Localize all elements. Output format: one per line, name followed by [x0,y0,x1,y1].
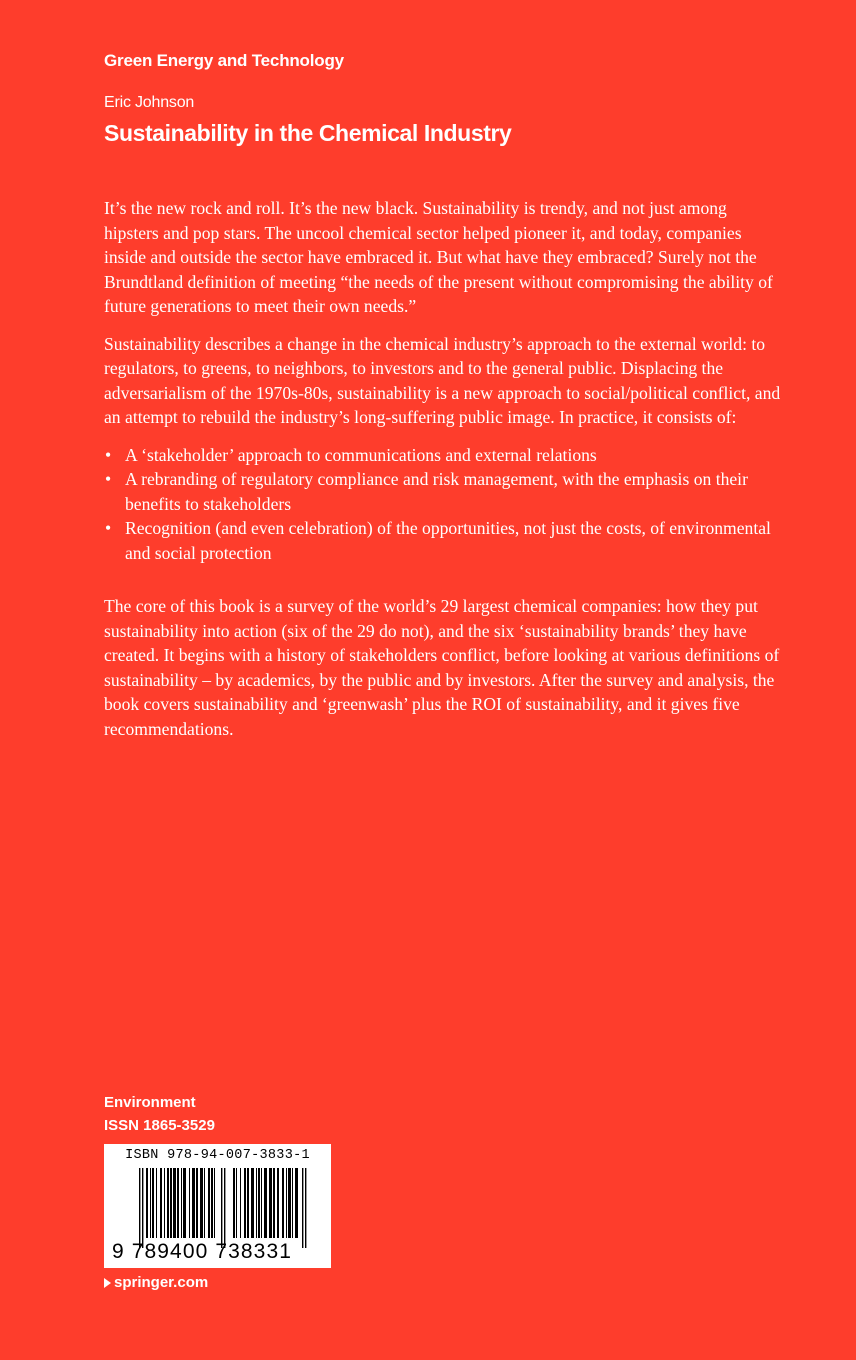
barcode-bar [192,1168,195,1238]
barcode-bar [177,1168,179,1238]
barcode-bar [240,1168,241,1238]
series-title: Green Energy and Technology [104,51,344,70]
barcode-bar [152,1168,154,1238]
barcode-bar [295,1168,298,1238]
barcode-bar [146,1168,148,1238]
barcode-guard-bar [142,1168,143,1248]
barcode-guard-bar [305,1168,306,1248]
barcode-guard-bar [224,1168,225,1248]
barcode-bar [269,1168,272,1238]
bullet-icon: • [105,469,112,489]
isbn-label: ISBN 978-94-007-3833-1 [125,1148,310,1163]
barcode-bar [264,1168,267,1238]
barcode-bar [261,1168,262,1238]
barcode-bar [247,1168,249,1238]
barcode-bar [181,1168,182,1238]
barcode-bar [273,1168,275,1238]
triangle-right-icon [104,1278,111,1288]
barcode-guard-bar [221,1168,222,1248]
barcode-bar [200,1168,203,1238]
list-item-text: Recognition (and even celebration) of the opportunities, not just the costs, of environmental and social protection [125,518,771,563]
barcode-bar [282,1168,284,1238]
bullet-icon: • [105,444,112,465]
barcode-bar [258,1168,260,1238]
barcode-bar [189,1168,190,1238]
barcode-bar [256,1168,257,1238]
list-item [104,467,784,516]
issn-number: ISSN 1865-3529 [104,1117,215,1134]
blurb-paragraph-2: Sustainability describes a change in the chemical industry’s approach to the external world: to regulators, to greens, to neighbors, to investors and to the general public. Displacing the adversarialism of the 1970s-80s, sustainability is a new approach to social/political conflict, and an attempt to rebuild the industry’s long-suffering public image. In practice, it consists of: [104,333,781,427]
barcode-bar [286,1168,287,1238]
barcode-bar [208,1168,210,1238]
barcode-bar [150,1168,151,1238]
bullet-list [104,443,784,566]
barcode-bar [173,1168,176,1238]
list-item-text: A rebranding of regulatory compliance and risk management, with the emphasis on their benefits to stakeholders [125,469,748,514]
barcode-bar [164,1168,165,1238]
barcode-bar [251,1168,254,1238]
barcode-bar [292,1168,293,1238]
barcode-bar [183,1168,186,1238]
list-item [104,443,784,468]
barcode-bar [214,1168,215,1238]
barcode-bar [288,1168,291,1238]
barcode-bar [277,1168,279,1238]
list-item-text: A ‘stakeholder’ approach to communications and external relations [125,444,597,465]
barcode-guard-bar [302,1168,303,1248]
publisher-link[interactable] [104,1274,208,1291]
book-title: Sustainability in the Chemical Industry [104,120,512,146]
barcode-number: 9 789400 738331 [112,1240,292,1263]
barcode-bar [167,1168,169,1238]
barcode-bar [156,1168,157,1238]
barcode-bar [170,1168,172,1238]
barcode-bar [244,1168,246,1238]
publisher-link-text[interactable]: springer.com [114,1274,209,1291]
barcode-box [104,1144,331,1268]
list-item [104,516,784,565]
blurb-paragraph-3: The core of this book is a survey of the world’s 29 largest chemical companies: how they put sustainability into action (six of the 29 do not), and the six ‘sustainability brands’ they have created. It begins with a history of stakeholders conflict, before looking at various definitions of sustainability – by academics, by the public and by investors. After the survey and analysis, the book covers sustainability and ‘greenwash’ plus the ROI of sustainability, and it gives five recommendations. [104,596,780,739]
barcode-guard-bar [139,1168,140,1248]
barcode-bar [196,1168,198,1238]
barcode-bar [233,1168,235,1238]
blurb [104,196,784,754]
barcode-bar [160,1168,162,1238]
barcode-bar [211,1168,213,1238]
author-name: Eric Johnson [104,94,195,111]
blurb-paragraph-1: It’s the new rock and roll. It’s the new black. Sustainability is trendy, and not just among hipsters and pop stars. The uncool chemical sector helped pioneer it, and today, companies inside and outside the sector have embraced it. But what have they embraced? Surely not the Brundtland definition of meeting “the needs of the present without compromising the ability of future generations to meet their own needs.” [104,198,773,316]
subject-category: Environment [104,1094,196,1111]
barcode-bar [204,1168,205,1238]
bullet-icon: • [105,518,112,538]
barcode-bar [236,1168,237,1238]
